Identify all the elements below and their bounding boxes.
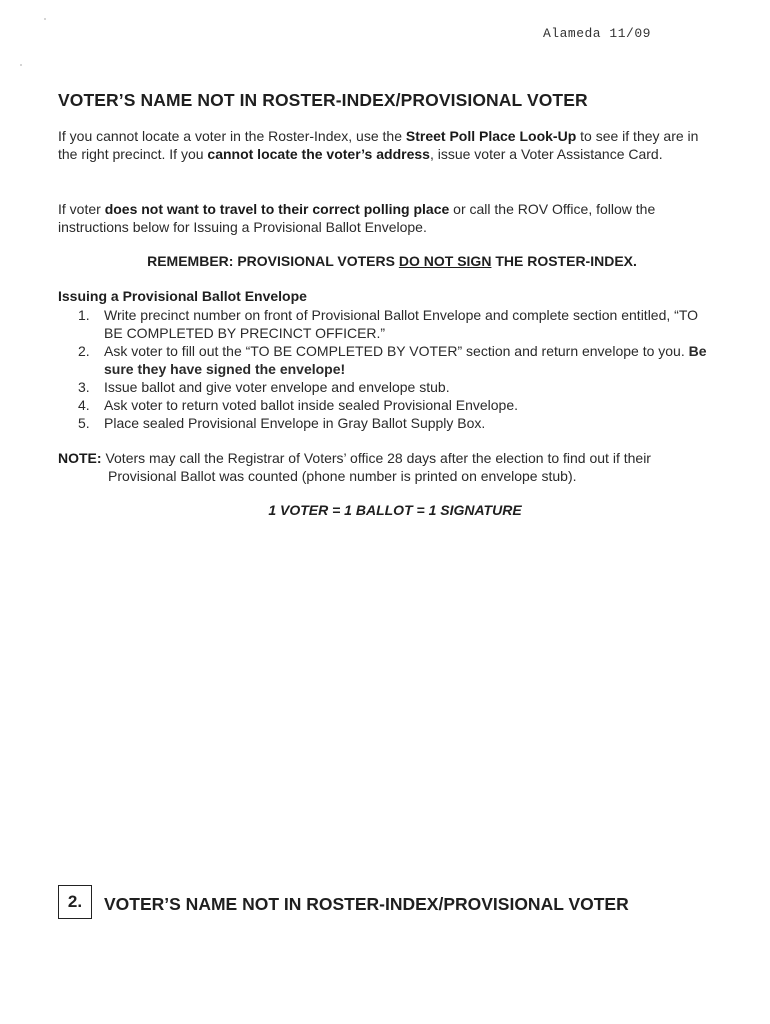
motto: 1 VOTER = 1 BALLOT = 1 SIGNATURE [268, 502, 522, 518]
note-label: NOTE: [58, 450, 102, 466]
signed-envelope-emphasis: Be sure they have signed the envelope! [104, 343, 707, 377]
scan-speck [44, 18, 46, 20]
do-not-sign-emphasis: DO NOT SIGN [398, 253, 492, 269]
section-number-box: 2. [58, 885, 92, 919]
list-item: 4. Ask voter to return voted ballot inside sealed Provisional Envelope. [78, 397, 519, 413]
travel-emphasis: does not want to travel to their correct polling place [104, 201, 450, 217]
scan-speck [20, 64, 22, 66]
travel-paragraph: If voter does not want to travel to their correct polling place or call the ROV Office, follow the instructions below for Issuing a Provisional Ballot Envelope. [58, 201, 656, 235]
note-block: NOTE: Voters may call the Registrar of Voters’ office 28 days after the election to find out if their Provisional Ballot was counted (phone number is printed on envelope stub). [58, 450, 651, 484]
list-item: 3. Issue ballot and give voter envelope and envelope stub. [78, 379, 450, 395]
form-code: Alameda 11/09 [543, 26, 651, 41]
remember-notice: REMEMBER: PROVISIONAL VOTERS DO NOT SIGN THE ROSTER-INDEX. [147, 253, 637, 269]
intro-paragraph: If you cannot locate a voter in the Roster-Index, use the Street Poll Place Look-Up to see if they are in the right precinct. If you cannot locate the voter’s address, issue voter a Voter Assistance Card. [58, 128, 699, 162]
list-item: 5. Place sealed Provisional Envelope in Gray Ballot Supply Box. [78, 415, 486, 431]
list-item: 1. Write precinct number on front of Provisional Ballot Envelope and complete section entitled, “TO BE COMPLETED BY PRECINCT OFFICER.” [78, 307, 699, 341]
address-emphasis: cannot locate the voter’s address [207, 146, 430, 162]
instruction-list [58, 306, 718, 432]
page-title: VOTER’S NAME NOT IN ROSTER-INDEX/PROVISIONAL VOTER [58, 90, 588, 110]
street-lookup-emphasis: Street Poll Place Look-Up [405, 128, 577, 144]
list-item: 2. Ask voter to fill out the “TO BE COMPLETED BY VOTER” section and return envelope to you. Be sure they have signed the envelope! [78, 343, 707, 377]
tab-title: VOTER’S NAME NOT IN ROSTER-INDEX/PROVISIONAL VOTER [104, 894, 629, 914]
section-heading: Issuing a Provisional Ballot Envelope [58, 288, 307, 304]
